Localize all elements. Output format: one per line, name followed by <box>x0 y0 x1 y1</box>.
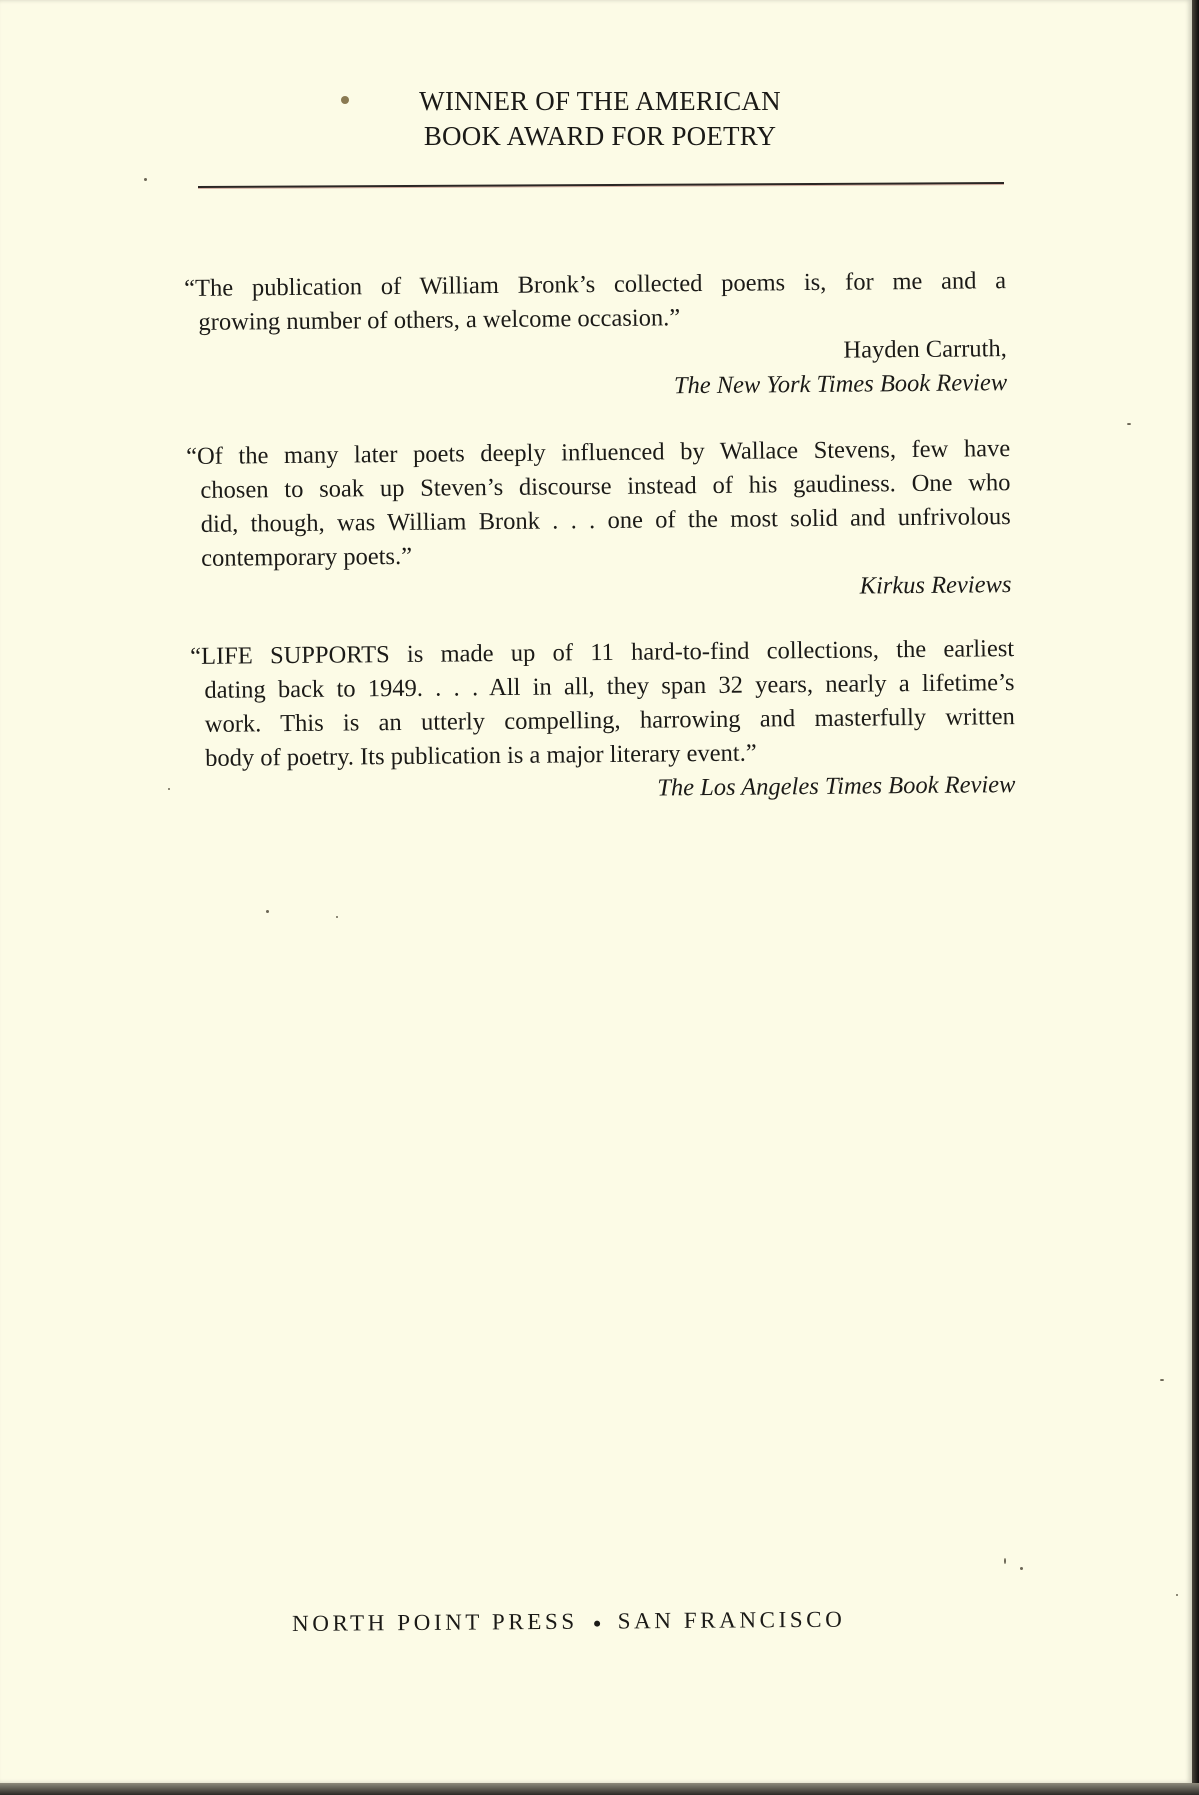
paper-speck <box>336 916 338 918</box>
quote-line: chosen to soak up Steven’s discourse instead of his gaudiness. One who <box>200 469 1011 504</box>
quote-line: body of poetry. Its publication is a major literary event.” <box>205 739 757 772</box>
quote-line: “The publication of William Bronk’s collected poems is, for me and a <box>184 267 1007 302</box>
paper-speck <box>1160 1379 1164 1381</box>
paper-speck <box>168 788 170 790</box>
paper-speck <box>144 178 147 181</box>
quote-source: Kirkus Reviews <box>859 571 1012 600</box>
publisher-imprint <box>292 1606 952 1637</box>
quote-source: The New York Times Book Review <box>673 369 1008 400</box>
quote-author: Hayden Carruth, <box>843 335 1007 364</box>
paper-speck <box>1176 1594 1178 1596</box>
paper-speck <box>1127 423 1131 425</box>
publisher-city: SAN FRANCISCO <box>617 1606 846 1634</box>
quote-line: “LIFE SUPPORTS is made up of 11 hard-to-find collections, the earliest <box>190 635 1015 670</box>
quote-line: “Of the many later poets deeply influenced by Wallace Stevens, few have <box>186 435 1011 470</box>
quote-line: dating back to 1949. . . . All in all, they span 32 years, nearly a lifetime’s <box>204 669 1015 704</box>
divider-rule <box>198 182 1004 188</box>
paper-speck <box>1004 1558 1006 1564</box>
quote-source: The Los Angeles Times Book Review <box>657 771 1016 802</box>
separator-dot-icon <box>594 1620 600 1626</box>
review-quote-1 <box>184 264 1007 408</box>
quote-line: did, though, was William Bronk . . . one of the most solid and unfrivolous <box>200 503 1011 538</box>
review-quote-2 <box>186 432 1012 610</box>
review-quote-3 <box>190 632 1016 810</box>
award-headline <box>320 84 880 154</box>
cover-edge-shadow <box>1192 0 1199 1795</box>
award-headline-line-2: BOOK AWARD FOR POETRY <box>423 121 777 151</box>
quote-line: growing number of others, a welcome occasion.” <box>198 304 681 336</box>
publisher-name: NORTH POINT PRESS <box>292 1608 578 1636</box>
paper-speck <box>1020 1567 1023 1570</box>
quote-line: contemporary poets.” <box>201 542 413 572</box>
quote-line: work. This is an utterly compelling, harrowing and masterfully written <box>204 703 1015 738</box>
award-headline-line-1: WINNER OF THE AMERICAN <box>419 86 781 116</box>
cover-bottom-shadow <box>0 1783 1199 1795</box>
paper-speck <box>266 910 269 913</box>
